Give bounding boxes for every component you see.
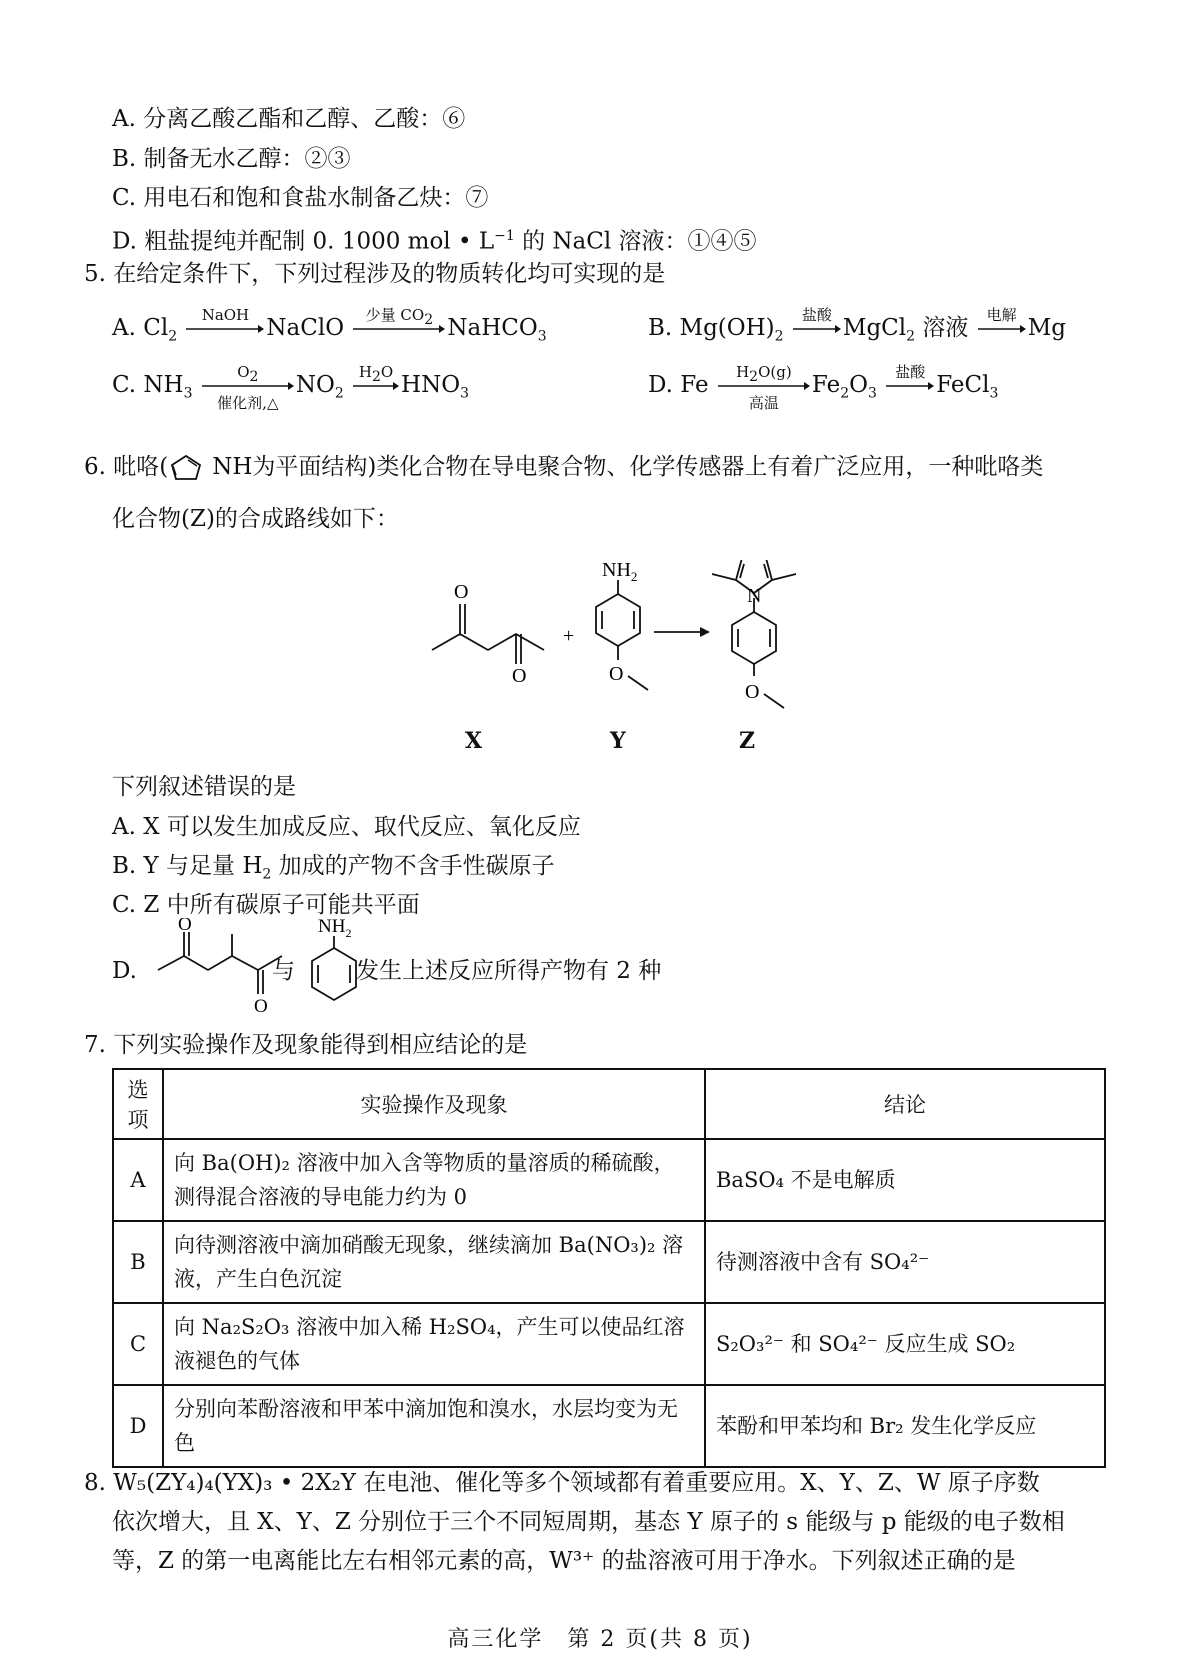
q5c-product-1: NO — [295, 372, 335, 398]
q5a-product-1: NaClO — [266, 315, 345, 341]
q5d-arrow-2 — [886, 363, 934, 391]
methyl-hexanedione — [158, 932, 282, 994]
q5c-cond-1-sub: 2 — [249, 369, 259, 385]
q5a-arrow-2 — [353, 306, 445, 334]
q5d-cond-1 — [718, 364, 810, 385]
q5-option-c — [112, 363, 470, 412]
q8-line-2: 依次增大，且 X、Y、Z 分别位于三个不同短周期，基态 Y 原子的 s 能级与 p 能级的电子数相 — [112, 1509, 1065, 1535]
q5c-cond-1-below: 催化剂,△ — [217, 394, 279, 412]
q5d-cond-1-text: H — [736, 363, 750, 381]
q4-option-d — [112, 221, 757, 257]
q6-option-b-text: B. Y 与足量 H — [112, 853, 263, 879]
q6-stem-nh: NH — [212, 454, 253, 480]
q5c-cond-1 — [202, 364, 294, 385]
q5b-reactant-sub: 2 — [774, 328, 784, 345]
q5b-arrow-1 — [793, 306, 841, 334]
q6-stem-post: 为平面结构)类化合物在导电聚合物、化学传感器上有着广泛应用，一种吡咯类 — [252, 454, 1044, 480]
q5b-cond-1: 盐酸 — [801, 306, 832, 324]
q5b-product-1: MgCl — [842, 315, 907, 341]
q5d-product-2: FeCl — [936, 372, 990, 398]
q5c-product-2: HNO — [401, 372, 461, 398]
row-a-option: A — [113, 1139, 163, 1221]
q6-option-d-label: D. — [112, 958, 137, 984]
q6-option-b-sub: 2 — [262, 866, 272, 883]
row-c-conclusion: S₂O₃²⁻ 和 SO₄²⁻ 反应生成 SO₂ — [705, 1303, 1105, 1385]
q4-option-a: A. 分离乙酸乙酯和乙醇、乙酸：⑥ — [112, 106, 466, 132]
q5-option-b — [648, 306, 1066, 352]
q5a-cond-2-sub: 2 — [424, 312, 434, 328]
q5d-product-1-sub: 2 — [840, 385, 850, 402]
q5a-arrow-1 — [186, 306, 264, 334]
q5d-product-1-mid: O — [849, 372, 868, 398]
q6-option-d-text: 发生上述反应所得产物有 2 种 — [356, 958, 662, 984]
q5c-cond-1-text: O — [237, 363, 250, 381]
q7-table — [112, 1068, 1106, 1468]
row-d-option: D — [113, 1385, 163, 1467]
q5a-cond-2 — [353, 307, 445, 328]
d-o-bottom: O — [254, 996, 268, 1017]
q5c-reactant-sub: 3 — [183, 385, 193, 402]
q5a-reactant-sub: 2 — [168, 328, 178, 345]
pyrrole-ring-icon — [168, 453, 212, 483]
header-conclusion: 结论 — [705, 1069, 1105, 1139]
q5b-product-1-sub: 2 — [906, 328, 916, 345]
aniline — [312, 936, 356, 1000]
q5a-cond-2-text: 少量 CO — [365, 306, 425, 324]
molecule-y-nh2: $NH_2$ — [602, 560, 638, 584]
q4-option-c: C. 用电石和饱和食盐水制备乙炔：⑦ — [112, 185, 489, 211]
q5d-cond-2: 盐酸 — [895, 363, 926, 381]
row-c-option: C — [113, 1303, 163, 1385]
q5-stem: 5. 在给定条件下，下列过程涉及的物质转化均可实现的是 — [84, 261, 666, 287]
q5d-cond-1-below: 高温 — [748, 394, 779, 412]
q5b-arrow-2 — [978, 306, 1026, 334]
q6-option-b-tail: 加成的产物不含手性碳原子 — [271, 853, 555, 879]
q7-stem: 7. 下列实验操作及现象能得到相应结论的是 — [84, 1032, 528, 1058]
q6-option-b — [112, 851, 555, 890]
q5c-arrow-2 — [353, 363, 399, 391]
q5c-reactant: C. NH — [112, 372, 184, 398]
q5a-reactant: A. Cl — [112, 315, 169, 341]
q5d-arrow-1 — [718, 363, 810, 412]
page-footer: 高三化学 第 2 页(共 8 页) — [447, 1627, 753, 1652]
plus-sign: + — [563, 625, 575, 647]
q6-reaction-scheme — [0, 560, 1200, 740]
q5b-cond-2: 电解 — [986, 306, 1017, 324]
q6-stem-line-1 — [84, 452, 1043, 483]
q5c-cond-2-text: H — [358, 363, 372, 381]
q5a-product-2: NaHCO — [447, 315, 538, 341]
molecule-x-o-top: O — [454, 581, 469, 603]
q4-option-d-sup: −1 — [494, 228, 515, 244]
q8-line-1: 8. W₅(ZY₄)₄(YX)₃ • 2X₂Y 在电池、催化等多个领域都有着重要应用。X、Y、Z、W 原子序数 — [84, 1470, 1040, 1496]
q6-stem-pre: 6. 吡咯( — [84, 454, 169, 480]
q5a-product-2-sub: 3 — [537, 328, 547, 345]
q5c-cond-2-tail: O — [380, 363, 394, 381]
reaction-arrow — [654, 627, 710, 637]
row-a-conclusion: BaSO₄ 不是电解质 — [705, 1139, 1105, 1221]
q6-question: 下列叙述错误的是 — [112, 774, 296, 800]
q6-option-a: A. X 可以发生加成反应、取代反应、氧化反应 — [112, 814, 581, 840]
q5-option-a — [112, 306, 547, 352]
d-o-top: O — [178, 918, 192, 935]
q5c-cond-2 — [353, 364, 399, 385]
molecule-y-o: O — [609, 663, 624, 685]
q5d-product-1-sub2: 3 — [867, 385, 877, 402]
table-row — [113, 1221, 1105, 1303]
molecule-z-n: N — [747, 585, 762, 607]
row-b-conclusion: 待测溶液中含有 SO₄²⁻ — [705, 1221, 1105, 1303]
aniline-nh2: $NH_2$ — [318, 918, 352, 940]
q5c-cond-2-sub: 2 — [371, 369, 381, 385]
q6-stem-line-2: 化合物(Z)的合成路线如下： — [112, 506, 399, 532]
row-b-operation: 向待测溶液中滴加硝酸无现象，继续滴加 Ba(NO₃)₂ 溶液，产生白色沉淀 — [163, 1221, 705, 1303]
q5-option-d — [648, 363, 999, 412]
q8-line-3: 等，Z 的第一电离能比左右相邻元素的高，W³⁺ 的盐溶液可用于净水。下列叙述正确的是 — [112, 1548, 1016, 1574]
molecule-x — [432, 604, 544, 664]
row-b-option: B — [113, 1221, 163, 1303]
header-operation: 实验操作及现象 — [163, 1069, 705, 1139]
q5d-cond-1-tail: O(g) — [758, 363, 792, 381]
q5d-cond-1-sub: 2 — [749, 369, 759, 385]
header-option: 选项 — [113, 1069, 163, 1139]
q5c-arrow-1 — [202, 363, 294, 412]
q5b-product-1-tail: 溶液 — [915, 315, 969, 341]
molecule-x-o-bottom: O — [512, 665, 527, 687]
q4-option-d-tail: 的 NaCl 溶液：①④⑤ — [514, 228, 757, 255]
row-a-operation: 向 Ba(OH)₂ 溶液中加入含等物质的量溶质的稀硫酸，测得混合溶液的导电能力约为 0 — [163, 1139, 705, 1221]
row-d-operation: 分别向苯酚溶液和甲苯中滴加饱和溴水，水层均变为无色 — [163, 1385, 705, 1467]
q5d-product-1: Fe — [811, 372, 841, 398]
q4-option-d-text: D. 粗盐提纯并配制 0. 1000 mol • L — [112, 228, 495, 255]
label-x: X — [465, 728, 483, 754]
label-y: Y — [610, 728, 626, 754]
label-z: Z — [739, 728, 756, 754]
table-row — [113, 1385, 1105, 1467]
q5c-product-1-sub: 2 — [334, 385, 344, 402]
q5c-product-2-sub: 3 — [460, 385, 470, 402]
row-d-conclusion: 苯酚和甲苯均和 Br₂ 发生化学反应 — [705, 1385, 1105, 1467]
q6-option-c: C. Z 中所有碳原子可能共平面 — [112, 892, 420, 918]
q5d-reactant: D. Fe — [648, 372, 709, 398]
q5b-product-2: Mg — [1027, 315, 1066, 341]
table-row — [113, 1303, 1105, 1385]
table-header-row — [113, 1069, 1105, 1139]
q5a-cond-1: NaOH — [201, 306, 250, 324]
q5d-product-2-sub: 3 — [989, 385, 999, 402]
table-row — [113, 1139, 1105, 1221]
q4-option-b: B. 制备无水乙醇：②③ — [112, 146, 351, 172]
molecule-z-o: O — [745, 681, 760, 703]
q6-option-d-mid: 与 — [272, 958, 295, 984]
row-c-operation: 向 Na₂S₂O₃ 溶液中加入稀 H₂SO₄，产生可以使品红溶液褪色的气体 — [163, 1303, 705, 1385]
q5b-reactant: B. Mg(OH) — [648, 315, 775, 341]
